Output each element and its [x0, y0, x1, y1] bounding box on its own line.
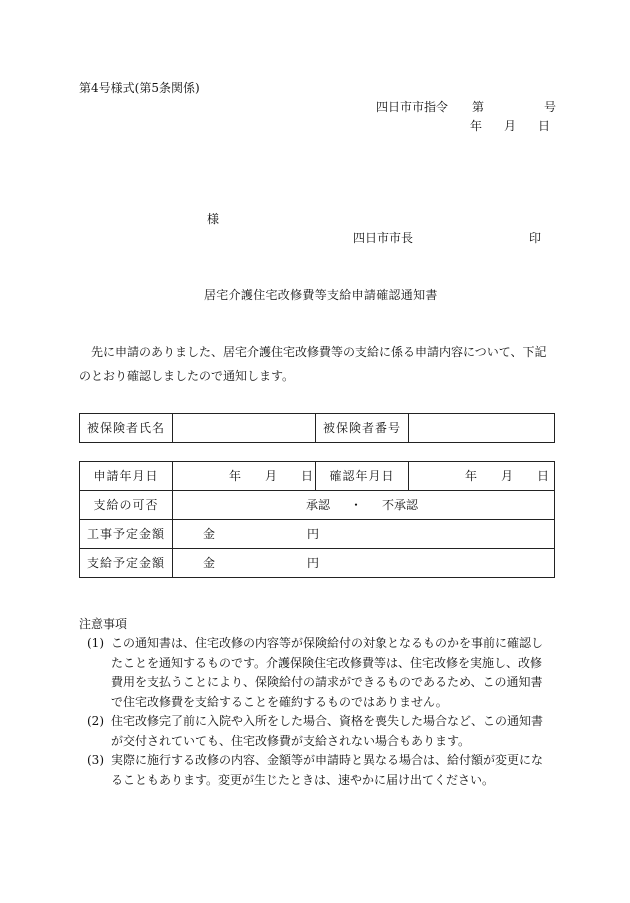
note-text: 住宅改修完了前に入院や入所をした場合、資格を喪失した場合など、この通知書が交付されていても、住宅改修費が支給されない場合もあります。	[111, 714, 544, 748]
note-number: (2)	[87, 714, 104, 728]
payment-amount-label: 支給予定金額	[80, 549, 173, 578]
note-number: (3)	[87, 753, 104, 767]
insured-number-field[interactable]	[409, 414, 555, 443]
issue-date-year: 年	[470, 119, 483, 133]
issue-date-day: 日	[538, 119, 551, 133]
table-row	[80, 520, 555, 549]
issue-date-line	[470, 120, 550, 132]
table-row	[80, 549, 555, 578]
confirmation-date-label: 確認年月日	[316, 462, 409, 491]
construction-amount-kin: 金	[203, 527, 216, 541]
approval-options	[173, 491, 555, 520]
issuer-number-label: 四日市市指令	[376, 100, 449, 114]
payment-amount-kin: 金	[203, 556, 216, 570]
table-row	[80, 414, 555, 443]
table-row	[80, 462, 555, 491]
note-text: 実際に施行する改修の内容、金額等が申請時と異なる場合は、給付額が変更になることもあります。変更が生じたときは、速やかに届け出てください。	[111, 753, 544, 787]
payment-amount-field[interactable]	[173, 549, 555, 578]
application-details-table	[79, 461, 555, 578]
disapprove-option[interactable]: 不承認	[382, 498, 419, 512]
approve-option[interactable]: 承認	[306, 498, 331, 512]
note-text: この通知書は、住宅改修の内容等が保険給付の対象となるものかを事前に確認したことを通知するものです。介護保険住宅改修費等は、住宅改修を実施し、改修費用を支払うことにより、保険給付の請求ができるものであるため、この通知書で住宅改修費を支給することを確約するものではありません。	[111, 636, 544, 709]
option-separator: ・	[350, 498, 363, 512]
note-item	[79, 712, 554, 751]
intro-paragraph	[79, 340, 554, 388]
application-date-day: 日	[301, 469, 314, 483]
notes-section	[79, 614, 554, 790]
insured-name-field[interactable]	[173, 414, 316, 443]
number-prefix: 第	[472, 100, 485, 114]
form-number: 第4号様式(第5条関係)	[79, 81, 200, 95]
application-date-label: 申請年月日	[80, 462, 173, 491]
seal-mark: 印	[529, 231, 542, 245]
document-title: 居宅介護住宅改修費等支給申請確認通知書	[204, 288, 438, 302]
note-item	[79, 751, 554, 790]
confirmation-date-year: 年	[465, 469, 478, 483]
application-date-field[interactable]	[173, 462, 316, 491]
addressee-honorific: 様	[207, 212, 220, 226]
construction-amount-yen: 円	[307, 527, 320, 541]
confirmation-date-field[interactable]	[409, 462, 555, 491]
note-item	[79, 634, 554, 712]
application-date-month: 月	[265, 469, 278, 483]
note-number: (1)	[87, 636, 104, 650]
intro-text: 先に申請のありました、居宅介護住宅改修費等の支給に係る申請内容について、下記のとおり確認しましたので通知します。	[79, 345, 547, 383]
sender-title: 四日市市長	[353, 231, 414, 245]
issuer-number-line	[376, 101, 556, 113]
payment-amount-yen: 円	[307, 556, 320, 570]
number-suffix: 号	[544, 100, 557, 114]
construction-amount-field[interactable]	[173, 520, 555, 549]
construction-amount-label: 工事予定金額	[80, 520, 173, 549]
insured-number-label: 被保険者番号	[316, 414, 409, 443]
approval-label: 支給の可否	[80, 491, 173, 520]
confirmation-date-day: 日	[537, 469, 550, 483]
notes-heading: 注意事項	[79, 617, 128, 631]
confirmation-date-month: 月	[501, 469, 514, 483]
table-row	[80, 491, 555, 520]
application-date-year: 年	[229, 469, 242, 483]
issue-date-month: 月	[504, 119, 517, 133]
insured-info-table	[79, 413, 555, 443]
insured-name-label: 被保険者氏名	[80, 414, 173, 443]
